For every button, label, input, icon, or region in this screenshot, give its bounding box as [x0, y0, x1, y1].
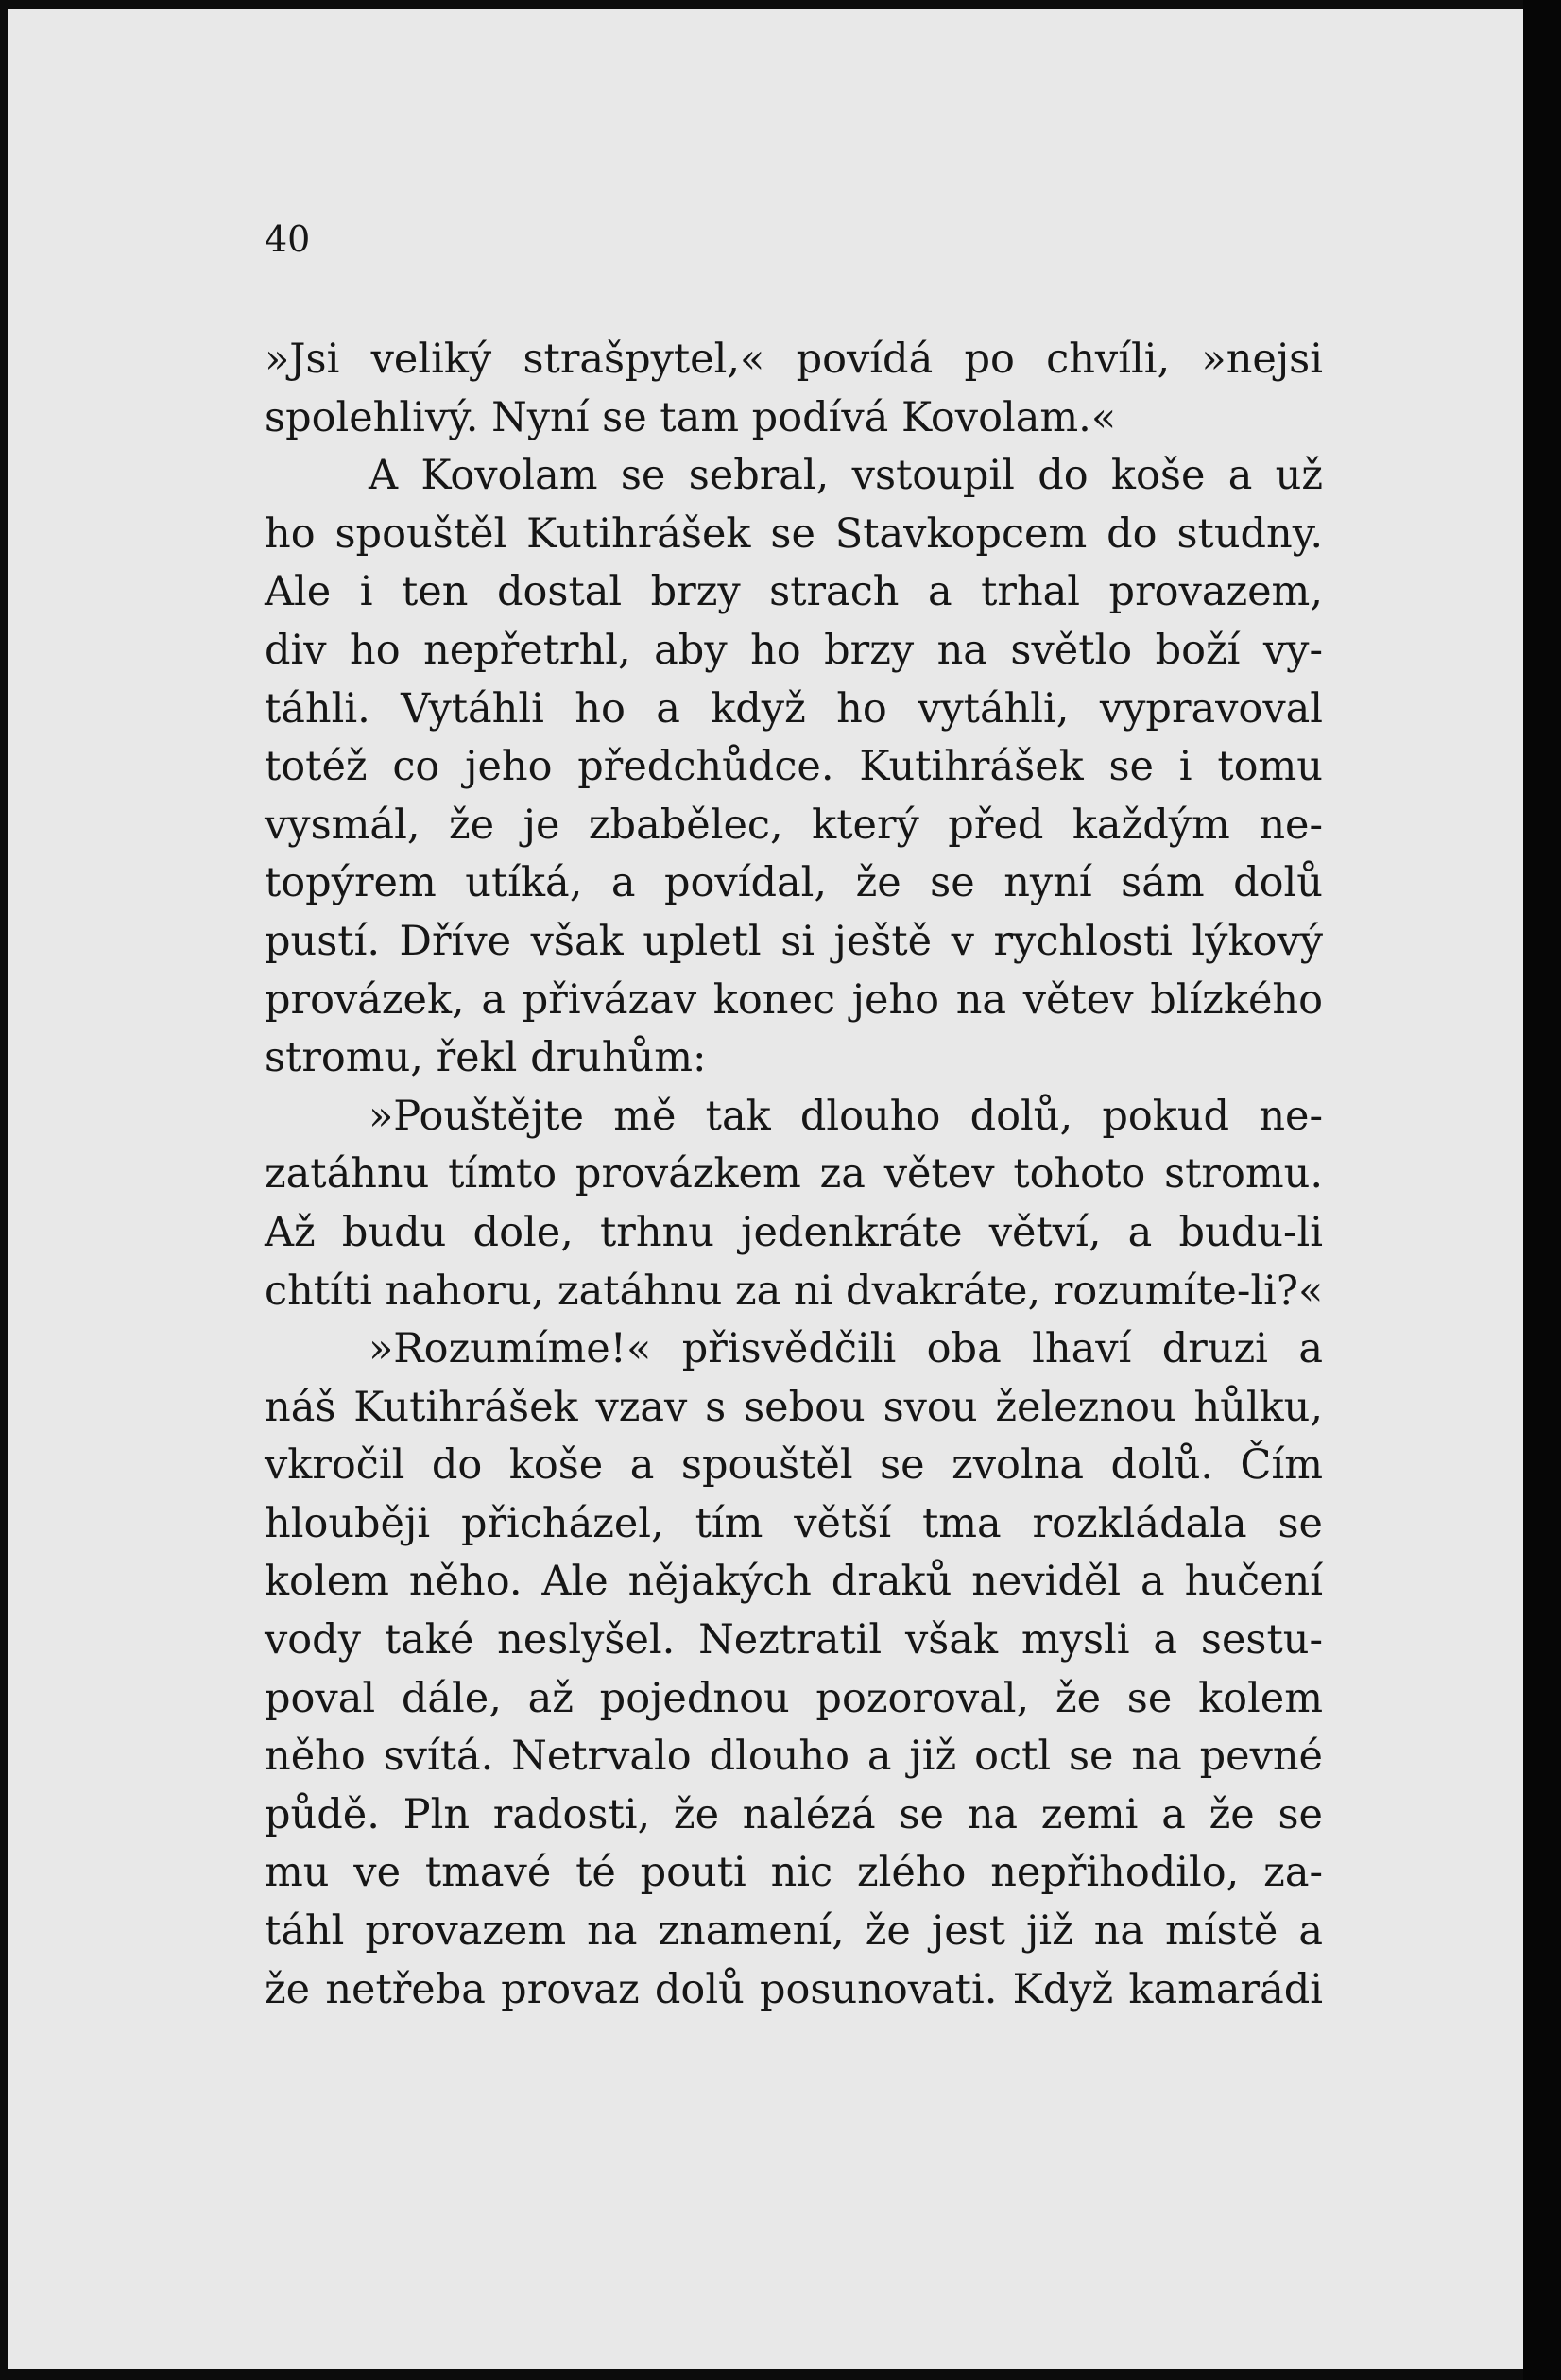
text-line: pustí. Dříve však upletl si ještě v rychlosti lýkový [265, 917, 1323, 965]
text-line: kolem něho. Ale nějakých draků neviděl a hučení [265, 1558, 1323, 1606]
text-line: něho svítá. Netrvalo dlouho a již octl se na pevné [265, 1733, 1323, 1781]
text-line: Ale i ten dostal brzy strach a trhal provazem, [265, 568, 1323, 616]
text-line: že netřeba provaz dolů posunovati. Když kamarádi [265, 1965, 1323, 2013]
text-line: A Kovolam se sebral, vstoupil do koše a už [369, 452, 1323, 500]
text-line: »Pouštějte mě tak dlouho dolů, pokud ne- [369, 1092, 1323, 1140]
text-line: spolehlivý. Nyní se tam podívá Kovolam.« [265, 393, 1117, 441]
body-text [265, 331, 1323, 2019]
scan-border [1523, 0, 1561, 2380]
text-line: mu ve tmavé té pouti nic zlého nepřihodilo, za- [265, 1849, 1323, 1897]
text-line: »Rozumíme!« přisvědčili oba lhaví druzi a [369, 1325, 1323, 1373]
page-number: 40 [265, 218, 311, 260]
text-line: div ho nepřetrhl, aby ho brzy na světlo boží vy- [265, 626, 1323, 674]
text-line: vkročil do koše a spouštěl se zvolna dolů. Čím [265, 1441, 1323, 1490]
book-page [8, 9, 1523, 2369]
text-line: »Jsi veliký strašpytel,« povídá po chvíli, »nejsi [265, 336, 1323, 383]
text-line: Až budu dole, trhnu jedenkráte větví, a budu-li [265, 1208, 1323, 1256]
text-line: topýrem utíká, a povídal, že se nyní sám dolů [265, 859, 1323, 907]
text-line: stromu, řekl druhům: [265, 1034, 707, 1082]
text-line: půdě. Pln radosti, že nalézá se na zemi a že se [265, 1790, 1323, 1838]
text-line: zatáhnu tímto provázkem za větev tohoto stromu. [265, 1150, 1323, 1199]
text-line: vody také neslyšel. Neztratil však mysli a sestu- [265, 1616, 1323, 1664]
text-line: náš Kutihrášek vzav s sebou svou železnou hůlku, [265, 1383, 1323, 1431]
text-line: hlouběji přicházel, tím větší tma rozkládala se [265, 1499, 1323, 1547]
text-line: vysmál, že je zbabělec, který před každým ne- [265, 801, 1323, 849]
text-line: táhl provazem na znamení, že jest již na místě a [265, 1907, 1323, 1956]
text-line: poval dále, až pojednou pozoroval, že se kolem [265, 1674, 1323, 1722]
text-line: provázek, a přivázav konec jeho na větev blízkého [265, 975, 1323, 1024]
text-line: ho spouštěl Kutihrášek se Stavkopcem do studny. [265, 509, 1323, 558]
text-line: chtíti nahoru, zatáhnu za ni dvakráte, rozumíte-li?« [265, 1267, 1324, 1315]
text-line: táhli. Vytáhli ho a když ho vytáhli, vypravoval [265, 684, 1323, 733]
text-line: totéž co jeho předchůdce. Kutihrášek se i tomu [265, 743, 1323, 791]
